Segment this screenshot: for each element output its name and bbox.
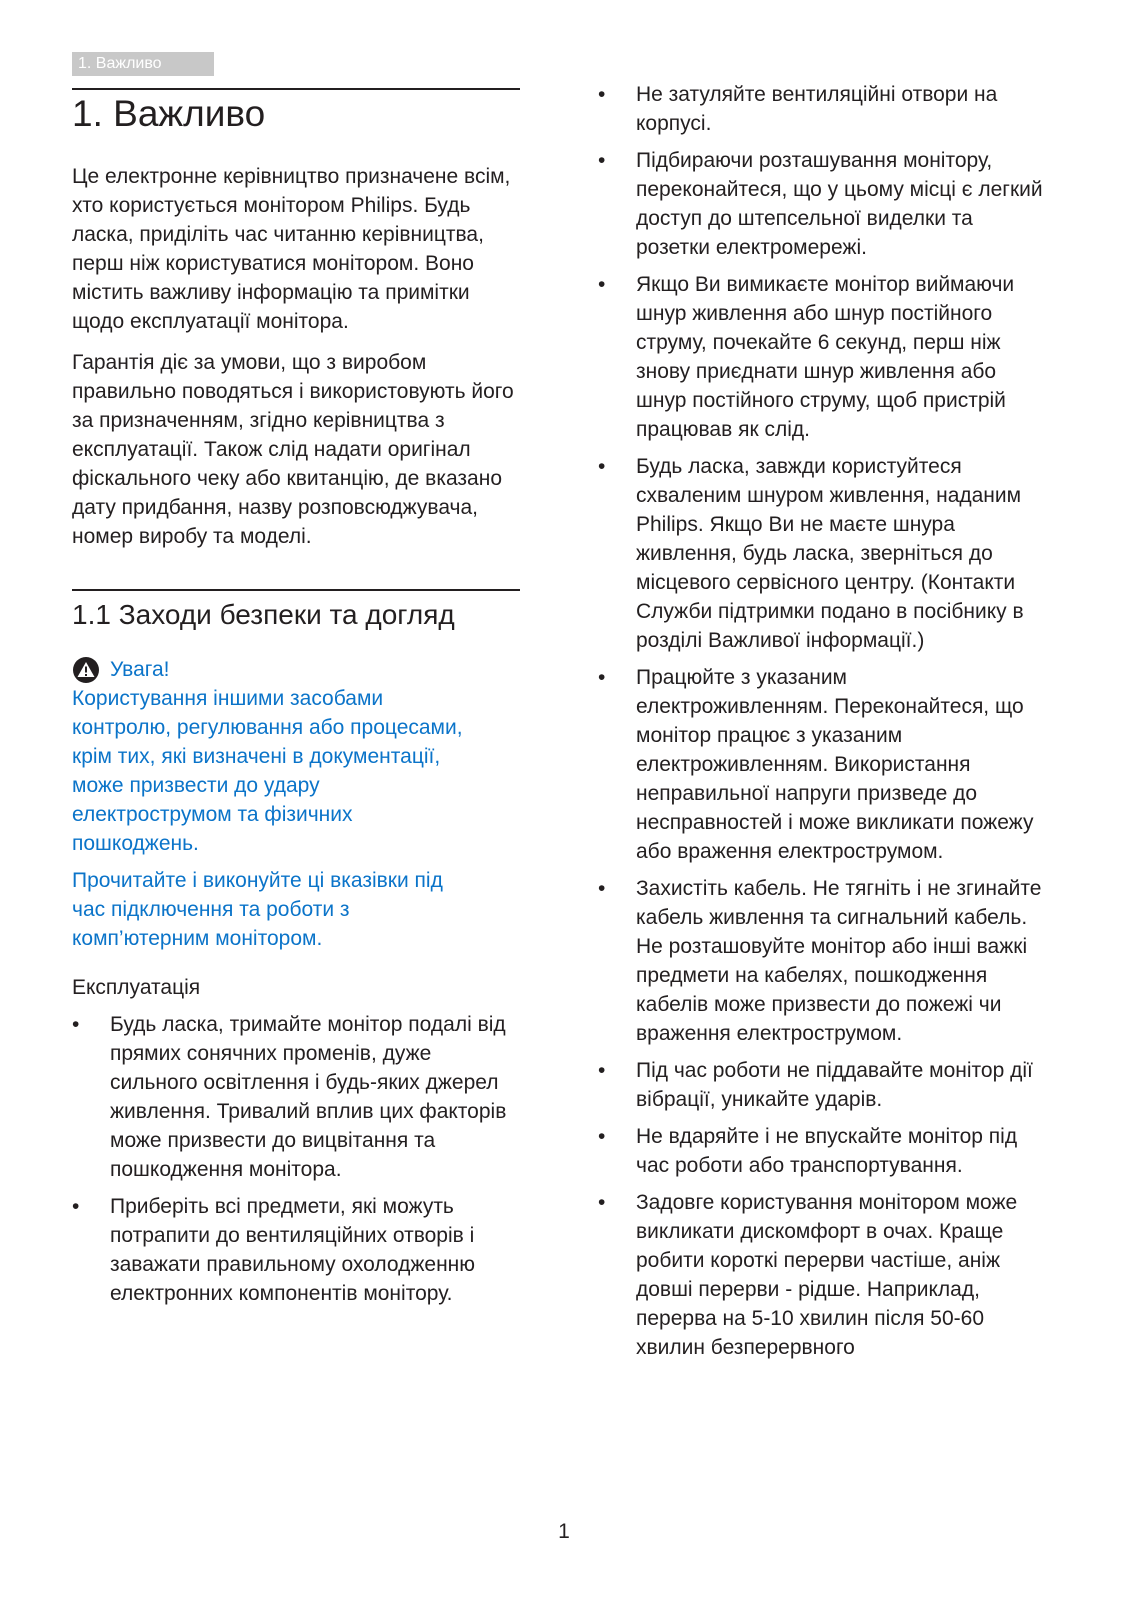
right-column <box>598 80 1058 1362</box>
section-rule <box>72 589 520 591</box>
list-item <box>598 80 1043 138</box>
bullet-icon: • <box>598 455 606 478</box>
list-item-text: Приберіть всі предмети, які можуть потрапити до вентиляційних отворів і заважати правильному охолодженню електронних компонентів монітору. <box>110 1195 476 1305</box>
bullet-icon: • <box>598 1191 606 1214</box>
list-item-text: Не затуляйте вентиляційні отвори на корпусі. <box>636 83 998 135</box>
warning-icon <box>72 656 100 684</box>
header-tab: 1. Важливо <box>72 52 214 76</box>
caution-block <box>72 655 532 953</box>
caution-heading-text: Увага! <box>110 658 170 681</box>
section-title: 1.1 Заходи безпеки та догляд <box>72 599 455 630</box>
list-item <box>72 1010 524 1184</box>
caution-paragraph-2: Прочитайте і виконуйте ці вказівки під час підключення та роботи з комп’ютерним монітором. <box>72 869 443 950</box>
caution-heading <box>72 655 532 684</box>
bullet-icon: • <box>598 1059 606 1082</box>
list-item <box>598 146 1043 262</box>
list-item-text: Захистіть кабель. Не тягніть і не згинайте кабель живлення та сигнальний кабель. Не розташовуйте монітор або інші важкі предмети на кабелях, пошкодження кабелів може призвести до пожежі чи враження електрострумом. <box>636 877 1042 1045</box>
right-bullet-list <box>598 80 1043 1362</box>
intro-paragraph-1: Це електронне керівництво призначене всім, хто користується монітором Philips. Будь ласка, приділіть час читанню керівництва, перш ніж користуватися монітором. Воно містить важливу інформацію та примітки щодо експлуатації монітора. <box>72 165 511 333</box>
operation-heading: Експлуатація <box>72 976 201 999</box>
list-item <box>598 270 1043 444</box>
list-item-text: Якщо Ви вимикаєте монітор виймаючи шнур живлення або шнур постійного струму, почекайте 6 секунд, перш ніж знову приєднати шнур живлення або шнур постійного струму, щоб пристрій працював як слід. <box>636 273 1015 441</box>
bullet-icon: • <box>598 273 606 296</box>
bullet-icon: • <box>598 666 606 689</box>
list-item <box>598 1056 1043 1114</box>
bullet-icon: • <box>598 149 606 172</box>
page-number: 1 <box>558 1520 570 1543</box>
list-item <box>598 452 1043 655</box>
list-item-text: Будь ласка, тримайте монітор подалі від прямих сонячних променів, дуже сильного освітлення і будь-яких джерел живлення. Тривалий вплив цих факторів може призвести до вицвітання та пошкодження монітора. <box>110 1013 507 1181</box>
bullet-icon: • <box>72 1195 80 1218</box>
caution-paragraph-1: Користування іншими засобами контролю, регулювання або процесами, крім тих, які визначені в документації, може призвести до удару електрострумом та фізичних пошкоджень. <box>72 687 463 855</box>
list-item-text: Будь ласка, завжди користуйтеся схваленим шнуром живлення, наданим Philips. Якщо Ви не маєте шнура живлення, будь ласка, зверніться до місцевого сервісного центру. (Контакти Служби підтримки подано в посібнику в розділі Важливої інформації.) <box>636 455 1024 652</box>
list-item-text: Під час роботи не піддавайте монітор дії вібрації, уникайте ударів. <box>636 1059 1033 1111</box>
list-item <box>598 1188 1043 1362</box>
list-item-text: Не вдаряйте і не впускайте монітор під час роботи або транспортування. <box>636 1125 1018 1177</box>
list-item <box>72 1192 524 1308</box>
list-item-text: Підбираючи розташування монітору, переконайтеся, що у цьому місці є легкий доступ до штепсельної виделки та розетки електромережі. <box>636 149 1043 259</box>
bullet-icon: • <box>598 877 606 900</box>
list-item-text: Задовге користування монітором може викликати дискомфорт в очах. Краще робити короткі перерви частіше, аніж довші перерви - рідше. Наприклад, перерва на 5-10 хвилин після 50-60 хвилин безперервного <box>636 1191 1018 1359</box>
page-title: 1. Важливо <box>72 93 266 134</box>
left-column <box>72 80 532 1308</box>
list-item <box>598 1122 1043 1180</box>
bullet-icon: • <box>598 1125 606 1148</box>
intro-paragraph-2: Гарантія діє за умови, що з виробом правильно поводяться і використовують його за призначенням, згідно керівництва з експлуатації. Також слід надати оригінал фіскального чеку або квитанцію, де вказано дату придбання, назву розповсюджувача, номер виробу та моделі. <box>72 351 514 548</box>
bullet-icon: • <box>72 1013 80 1036</box>
bullet-icon: • <box>598 83 606 106</box>
list-item-text: Працюйте з указаним електроживленням. Переконайтеся, що монітор працює з указаним електроживленням. Використання неправильної напруги призведе до несправностей і може викликати пожежу або враження електрострумом. <box>636 666 1034 863</box>
left-bullet-list <box>72 1010 524 1308</box>
list-item <box>598 663 1043 866</box>
list-item <box>598 874 1043 1048</box>
